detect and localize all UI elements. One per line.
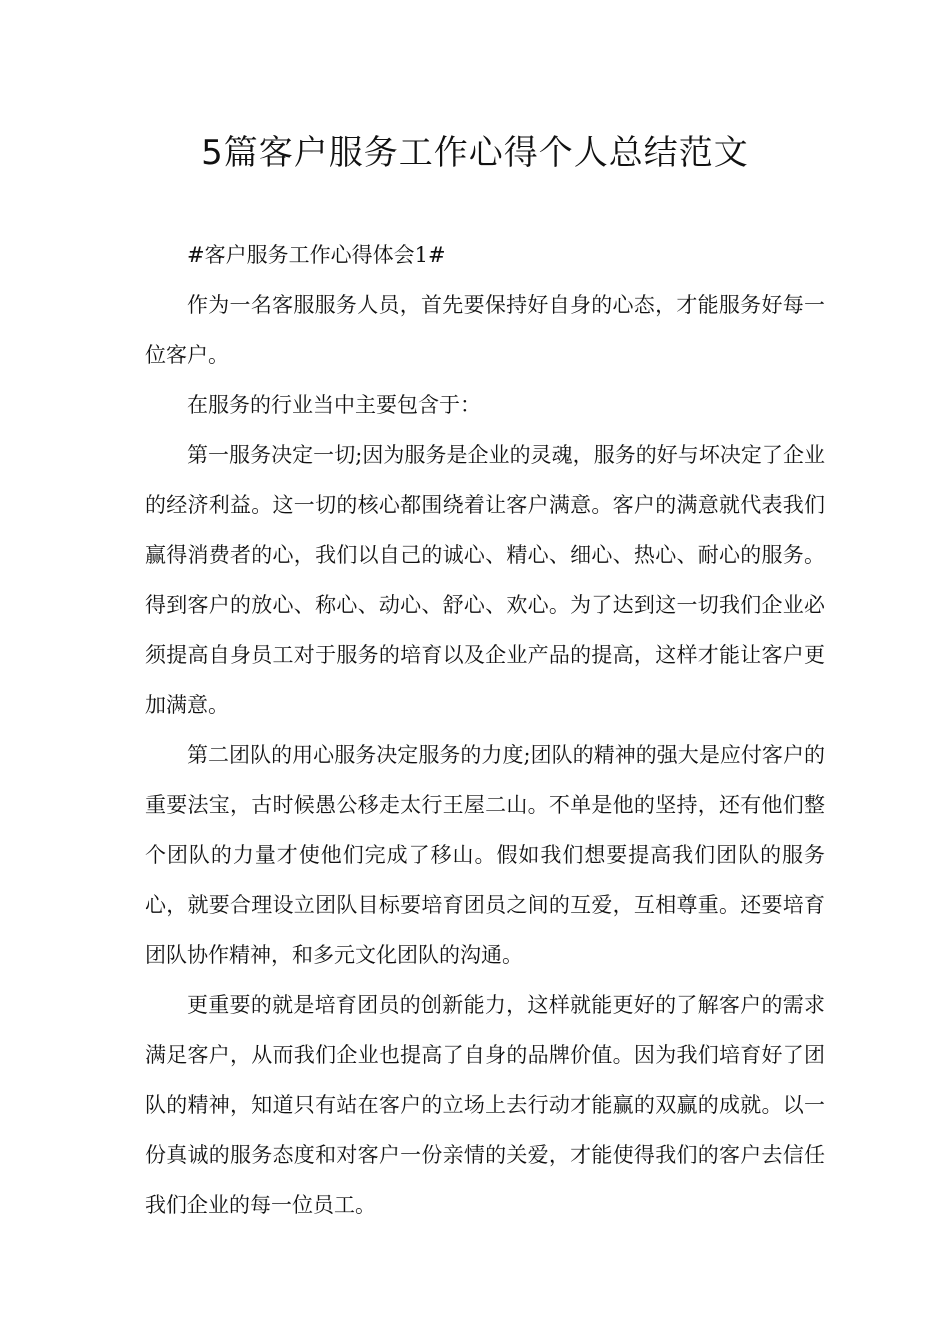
document-title: 5篇客户服务工作心得个人总结范文 [201,133,749,173]
paragraph-second-point: 第二团队的用心服务决定服务的力度;团队的精神的强大是应付客户的重要法宝，古时候愚公移走太行王屋二山。不单是他的坚持，还有他们整个团队的力量才使他们完成了移山。假如我们想要提高我们团队的服务心，就要合理设立团队目标要培育团员之间的互爱，互相尊重。还要培育团队协作精神，和多元文化团队的沟通。 [145,743,825,967]
section-heading: #客户服务工作心得体会1# [187,243,446,267]
paragraph-first-point: 第一服务决定一切;因为服务是企业的灵魂，服务的好与坏决定了企业的经济利益。这一切的核心都围绕着让客户满意。客户的满意就代表我们赢得消费者的心，我们以自己的诚心、精心、细心、热心、耐心的服务。得到客户的放心、称心、动心、舒心、欢心。为了达到这一切我们企业必须提高自身员工对于服务的培育以及企业产品的提高，这样才能让客户更加满意。 [145,443,825,717]
document-body [145,230,825,1230]
paragraph-conclusion: 更重要的就是培育团员的创新能力，这样就能更好的了解客户的需求满足客户，从而我们企业也提高了自身的品牌价值。因为我们培育好了团队的精神，知道只有站在客户的立场上去行动才能赢的双赢的成就。以一份真诚的服务态度和对客户一份亲情的关爱，才能使得我们的客户去信任我们企业的每一位员工。 [145,993,825,1217]
paragraph-intro: 作为一名客服服务人员，首先要保持好自身的心态，才能服务好每一位客户。 [145,293,825,367]
paragraph-lead: 在服务的行业当中主要包含于： [187,393,481,417]
